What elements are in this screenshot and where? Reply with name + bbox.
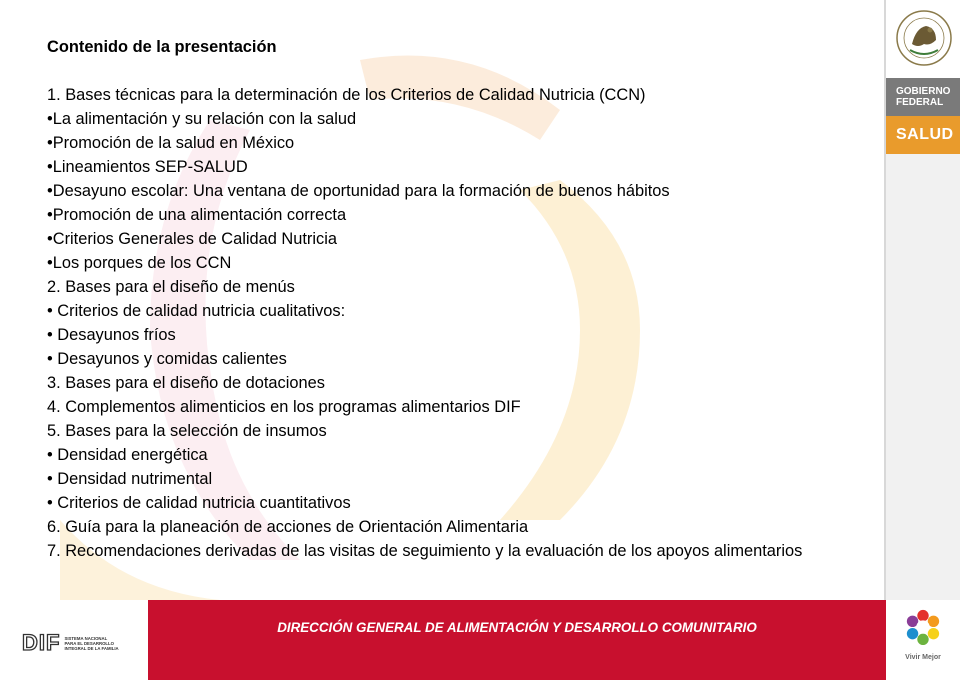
list-item: •Lineamientos SEP-SALUD (47, 158, 248, 176)
list-item: • Desayunos y comidas calientes (47, 350, 287, 368)
list-item: •Los porques de los CCN (47, 254, 232, 272)
list-item: •Promoción de una alimentación correcta (47, 206, 347, 224)
dif-caption-line: INTEGRAL DE LA FAMILIA (64, 645, 119, 651)
page-title: Contenido de la presentación (47, 38, 277, 56)
vivir-mejor-logo-icon (904, 608, 942, 646)
list-item: •La alimentación y su relación con la salud (47, 110, 357, 128)
list-item: • Densidad energética (47, 446, 208, 464)
footer-banner (148, 600, 886, 680)
list-item: 7. Recomendaciones derivadas de las visitas de seguimiento y la evaluación de los apoyos alimentarios (47, 542, 803, 560)
mexican-seal-icon (886, 0, 960, 78)
content-list (47, 35, 877, 563)
list-item: 3. Bases para el diseño de dotaciones (47, 374, 325, 392)
federal-label: FEDERAL (896, 97, 944, 108)
list-item: 6. Guía para la planeación de acciones de Orientación Alimentaria (47, 518, 529, 536)
gobierno-label: GOBIERNO (896, 86, 951, 97)
right-sidebar (884, 0, 960, 600)
dif-caption (64, 636, 124, 651)
seal-area (886, 0, 960, 78)
list-item: • Criterios de calidad nutricia cuantitativos (47, 494, 351, 512)
dif-logo-icon: DIF (22, 630, 61, 655)
list-item: •Desayuno escolar: Una ventana de oportunidad para la formación de buenos hábitos (47, 182, 670, 200)
list-item: •Criterios Generales de Calidad Nutricia (47, 230, 337, 248)
list-item: 4. Complementos alimenticios en los programas alimentarios DIF (47, 398, 521, 416)
dif-logo (22, 630, 124, 656)
vivir-mejor-label: Vivir Mejor (905, 654, 941, 661)
list-item: 2. Bases para el diseño de menús (47, 278, 295, 296)
footer-right (886, 600, 960, 680)
list-item: • Densidad nutrimental (47, 470, 213, 488)
list-item: • Criterios de calidad nutricia cualitativos: (47, 302, 346, 320)
dif-caption-line: SISTEMA NACIONAL (64, 635, 108, 641)
list-item: •Promoción de la salud en México (47, 134, 295, 152)
list-item: • Desayunos fríos (47, 326, 176, 344)
list-item: 1. Bases técnicas para la determinación de los Criterios de Calidad Nutricia (CCN) (47, 86, 646, 104)
salud-badge: SALUD (886, 116, 960, 154)
list-item: 5. Bases para la selección de insumos (47, 422, 327, 440)
gobierno-federal-badge (886, 78, 960, 116)
dif-caption-line: PARA EL DESARROLLO (64, 640, 115, 646)
footer-title: DIRECCIÓN GENERAL DE ALIMENTACIÓN Y DESARROLLO COMUNITARIO (277, 620, 757, 635)
